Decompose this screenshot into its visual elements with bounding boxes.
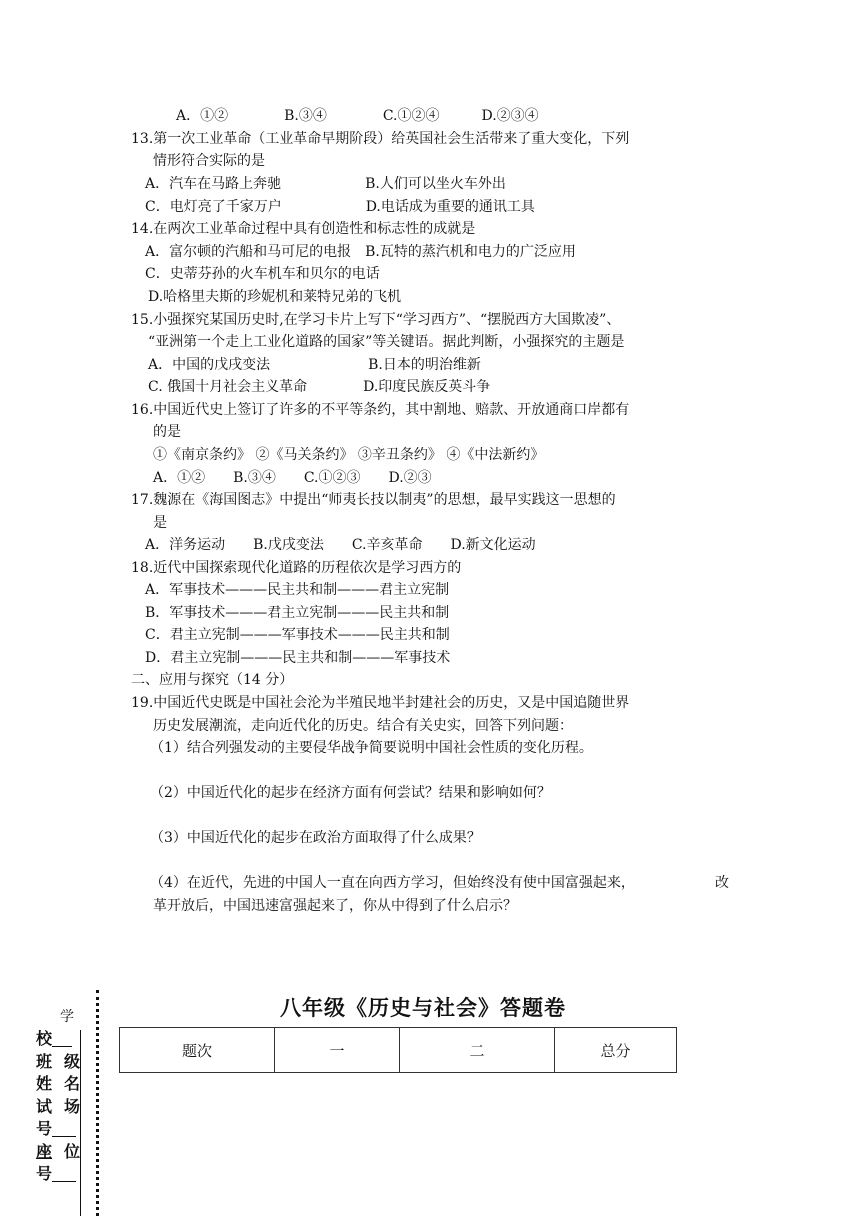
text-line: 改 xyxy=(715,875,729,891)
text-line: A．汽车在马路上奔驰 B.人们可以坐火车外出 xyxy=(145,176,506,192)
text-line: D.哈格里夫斯的珍妮机和莱特兄弟的飞机 xyxy=(148,289,402,305)
text-line: 革开放后，中国迅速富强起来了，你从中得到了什么启示？ xyxy=(153,898,517,914)
table-cell: 题次 xyxy=(120,1028,275,1073)
answer-sheet-title: 八年级《历史与社会》答题卷 xyxy=(280,996,566,1020)
text-line: C．君主立宪制———军事技术———民主共和制 xyxy=(145,627,450,643)
sidebar-char: 场 xyxy=(64,1097,81,1116)
sidebar-char: 姓 xyxy=(36,1074,53,1093)
sidebar-char: 校 xyxy=(36,1028,86,1050)
text-line: 13.第一次工业革命（工业革命早期阶段）给英国社会生活带来了重大变化，下列 xyxy=(131,131,630,147)
text-line: C. 俄国十月社会主义革命 D.印度民族反英斗争 xyxy=(148,379,491,395)
text-line: 18.近代中国探索现代化道路的历程依次是学习西方的 xyxy=(131,560,462,576)
sidebar-char: 班 xyxy=(36,1052,53,1071)
text-line: 19.中国近代史既是中国社会沦为半殖民地半封建社会的历史，又是中国追随世界 xyxy=(131,695,630,711)
section-heading: 二、应用与探究（14 分） xyxy=(131,672,294,688)
text-line: 17.魏源在《海国图志》中提出“师夷长技以制夷”的思想，最早实践这一思想的 xyxy=(131,492,616,508)
table-cell: 一 xyxy=(275,1028,400,1073)
text-line: A．洋务运动 B.戊戌变法 C.辛亥革命 D.新文化运动 xyxy=(145,537,536,553)
text-line: 历史发展潮流，走向近代化的历史。结合有关史实，回答下列问题： xyxy=(153,718,573,734)
sidebar-char: 号 xyxy=(36,1118,86,1140)
sidebar-char: 名 xyxy=(64,1074,81,1093)
table-cell: 总分 xyxy=(555,1028,677,1073)
sidebar-char: 级 xyxy=(64,1052,81,1071)
text-line: 情形符合实际的是 xyxy=(153,153,265,169)
text-line: 14.在两次工业革命过程中具有创造性和标志性的成就是 xyxy=(131,221,476,237)
text-line: “亚洲第一个走上工业化道路的国家”等关键语。据此判断，小强探究的主题是 xyxy=(148,334,625,350)
text-line: C．史蒂芬孙的火车机车和贝尔的电话 xyxy=(145,266,380,282)
sidebar-char: 试 xyxy=(36,1097,53,1116)
score-table xyxy=(119,1027,677,1073)
sidebar-char: 位 xyxy=(64,1142,81,1161)
table-cell: 二 xyxy=(400,1028,555,1073)
text-line: 16.中国近代史上签订了许多的不平等条约，其中割地、赔款、开放通商口岸都有 xyxy=(131,402,630,418)
sidebar-char: 号 xyxy=(36,1163,86,1185)
sidebar-char: 座 xyxy=(36,1142,53,1161)
text-line: 的是 xyxy=(153,424,181,440)
text-line: C．电灯亮了千家万户 D.电话成为重要的通讯工具 xyxy=(145,199,535,215)
table-row xyxy=(120,1028,677,1073)
text-line: A．中国的戊戌变法 B.日本的明治维新 xyxy=(148,357,481,373)
sidebar-char: 学 xyxy=(60,1009,74,1025)
text-line: 是 xyxy=(153,515,167,531)
text-line: A．富尔顿的汽船和马可尼的电报 B.瓦特的蒸汽机和电力的广泛应用 xyxy=(145,244,576,260)
text-line: （4）在近代，先进的中国人一直在向西方学习，但始终没有使中国富强起来， xyxy=(150,875,635,891)
text-line: D．君主立宪制———民主共和制———军事技术 xyxy=(145,650,451,666)
text-line: A．军事技术———民主共和制———君主立宪制 xyxy=(145,582,450,598)
text-line: A．①② B.③④ C.①②③ D.②③ xyxy=(153,470,432,486)
text-line: （2）中国近代化的起步在经济方面有何尝试？结果和影响如何？ xyxy=(150,785,551,801)
text-line: ①《南京条约》 ②《马关条约》 ③辛丑条约》 ④《中法新约》 xyxy=(153,447,545,463)
text-line: （3）中国近代化的起步在政治方面取得了什么成果？ xyxy=(150,830,481,846)
text-line: （1）结合列强发动的主要侵华战争简要说明中国社会性质的变化历程。 xyxy=(150,740,593,756)
text-line: B．军事技术———君主立宪制———民主共和制 xyxy=(145,605,450,621)
text-line: 15.小强探究某国历史时,在学习卡片上写下“学习西方”、“摆脱西方大国欺凌”、 xyxy=(131,312,621,328)
text-line: A．①② B.③④ C.①②④ D.②③④ xyxy=(176,108,539,124)
